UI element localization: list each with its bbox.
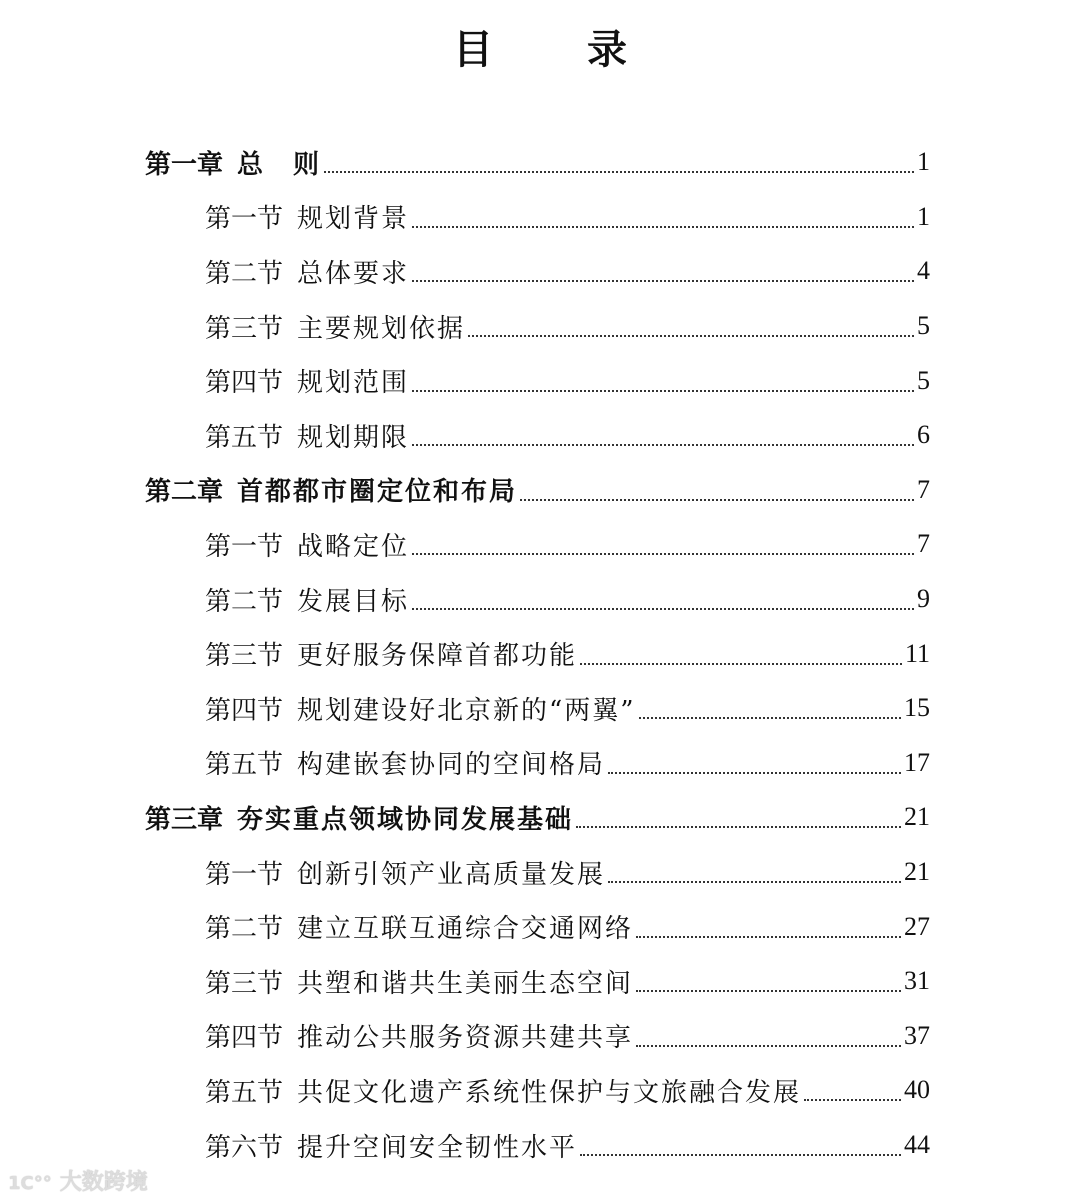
dot-leader	[576, 826, 901, 828]
page-number: 21	[904, 857, 930, 887]
entry-title: 构建嵌套协同的空间格局	[297, 750, 606, 781]
toc-section-entry[interactable]	[205, 408, 930, 463]
dot-leader	[608, 772, 901, 774]
page-number: 1	[917, 201, 930, 231]
dot-leader	[324, 171, 914, 173]
toc-section-entry[interactable]	[205, 1118, 930, 1173]
entry-number: 第六节	[205, 1132, 284, 1163]
dot-leader	[468, 335, 914, 337]
page-number: 17	[904, 747, 930, 777]
entry-title: 规划建设好北京新的“两翼”	[297, 695, 636, 726]
entry-number: 第一节	[205, 204, 284, 235]
entry-title: 共塑和谐共生美丽生态空间	[297, 968, 634, 999]
toc-section-entry[interactable]	[205, 954, 930, 1009]
dot-leader	[412, 553, 914, 555]
entry-number: 第三节	[205, 641, 284, 672]
page-number: 27	[904, 911, 930, 941]
toc-section-entry[interactable]	[205, 845, 930, 900]
entry-number: 第二节	[205, 914, 284, 945]
entry-title: 规划范围	[297, 368, 410, 399]
toc-section-entry[interactable]	[205, 299, 930, 354]
dot-leader	[636, 1045, 901, 1047]
dot-leader	[412, 444, 914, 446]
page-number: 9	[917, 584, 930, 614]
toc-section-entry[interactable]	[205, 681, 930, 736]
entry-number: 第一节	[205, 531, 284, 562]
entry-title: 共促文化遗产系统性保护与文旅融合发展	[297, 1077, 802, 1108]
toc-section-entry[interactable]	[205, 626, 930, 681]
entry-number: 第四节	[205, 695, 284, 726]
page-title: 目 录	[453, 26, 667, 73]
entry-title: 规划背景	[297, 204, 410, 235]
page-number: 40	[904, 1075, 930, 1105]
page-number: 31	[904, 966, 930, 996]
entry-title: 主要规划依据	[297, 313, 466, 344]
page-number: 37	[904, 1020, 930, 1050]
dot-leader	[520, 499, 914, 501]
toc-section-entry[interactable]	[205, 736, 930, 791]
entry-number: 第二节	[205, 258, 284, 289]
page-number: 6	[917, 420, 930, 450]
page-number: 5	[917, 311, 930, 341]
watermark	[8, 1165, 148, 1196]
page-number: 21	[904, 802, 930, 832]
entry-number: 第三章	[145, 804, 224, 835]
watermark-text: 大数跨境	[59, 1170, 148, 1195]
entry-title: 发展目标	[297, 586, 410, 617]
entry-number: 第三节	[205, 968, 284, 999]
dot-leader	[412, 608, 914, 610]
page-number: 11	[904, 638, 930, 668]
page-number: 4	[917, 256, 930, 286]
page-number: 44	[904, 1130, 930, 1160]
toc-section-entry[interactable]	[205, 244, 930, 299]
entry-title: 首都都市圈定位和布局	[237, 477, 518, 508]
page-number: 15	[904, 693, 930, 723]
dot-leader	[580, 663, 902, 665]
entry-number: 第一节	[205, 859, 284, 890]
dot-leader	[636, 936, 901, 938]
toc-section-entry[interactable]	[205, 517, 930, 572]
toc-section-entry[interactable]	[205, 1009, 930, 1064]
entry-number: 第二章	[145, 477, 224, 508]
page-number: 5	[917, 365, 930, 395]
page-number: 7	[917, 474, 930, 504]
entry-title: 规划期限	[297, 422, 410, 453]
entry-title: 创新引领产业高质量发展	[297, 859, 606, 890]
watermark-logo: 1C°°	[8, 1173, 52, 1194]
entry-number: 第四节	[205, 368, 284, 399]
entry-title: 更好服务保障首都功能	[297, 641, 578, 672]
dot-leader	[580, 1154, 901, 1156]
entry-title: 总 则	[237, 149, 322, 180]
dot-leader	[608, 881, 901, 883]
entry-number: 第五节	[205, 1077, 284, 1108]
entry-title: 推动公共服务资源共建共享	[297, 1023, 634, 1054]
toc-chapter-entry[interactable]	[145, 135, 930, 190]
toc-section-entry[interactable]	[205, 353, 930, 408]
dot-leader	[412, 280, 914, 282]
page-number: 1	[917, 147, 930, 177]
toc-section-entry[interactable]	[205, 899, 930, 954]
entry-title: 提升空间安全韧性水平	[297, 1132, 578, 1163]
page-number: 7	[917, 529, 930, 559]
toc-chapter-entry[interactable]	[145, 790, 930, 845]
entry-title: 总体要求	[297, 258, 410, 289]
toc-section-entry[interactable]	[205, 1063, 930, 1118]
entry-title: 战略定位	[297, 531, 410, 562]
toc-section-entry[interactable]	[205, 190, 930, 245]
entry-number: 第五节	[205, 750, 284, 781]
entry-number: 第五节	[205, 422, 284, 453]
entry-number: 第三节	[205, 313, 284, 344]
toc-section-entry[interactable]	[205, 572, 930, 627]
toc-chapter-entry[interactable]	[145, 463, 930, 518]
dot-leader	[804, 1099, 901, 1101]
entry-title: 建立互联互通综合交通网络	[297, 914, 634, 945]
dot-leader	[636, 990, 901, 992]
dot-leader	[412, 390, 914, 392]
dot-leader	[639, 717, 901, 719]
entry-title: 夯实重点领域协同发展基础	[237, 804, 574, 835]
dot-leader	[412, 226, 914, 228]
entry-number: 第一章	[145, 149, 224, 180]
entry-number: 第二节	[205, 586, 284, 617]
entry-number: 第四节	[205, 1023, 284, 1054]
